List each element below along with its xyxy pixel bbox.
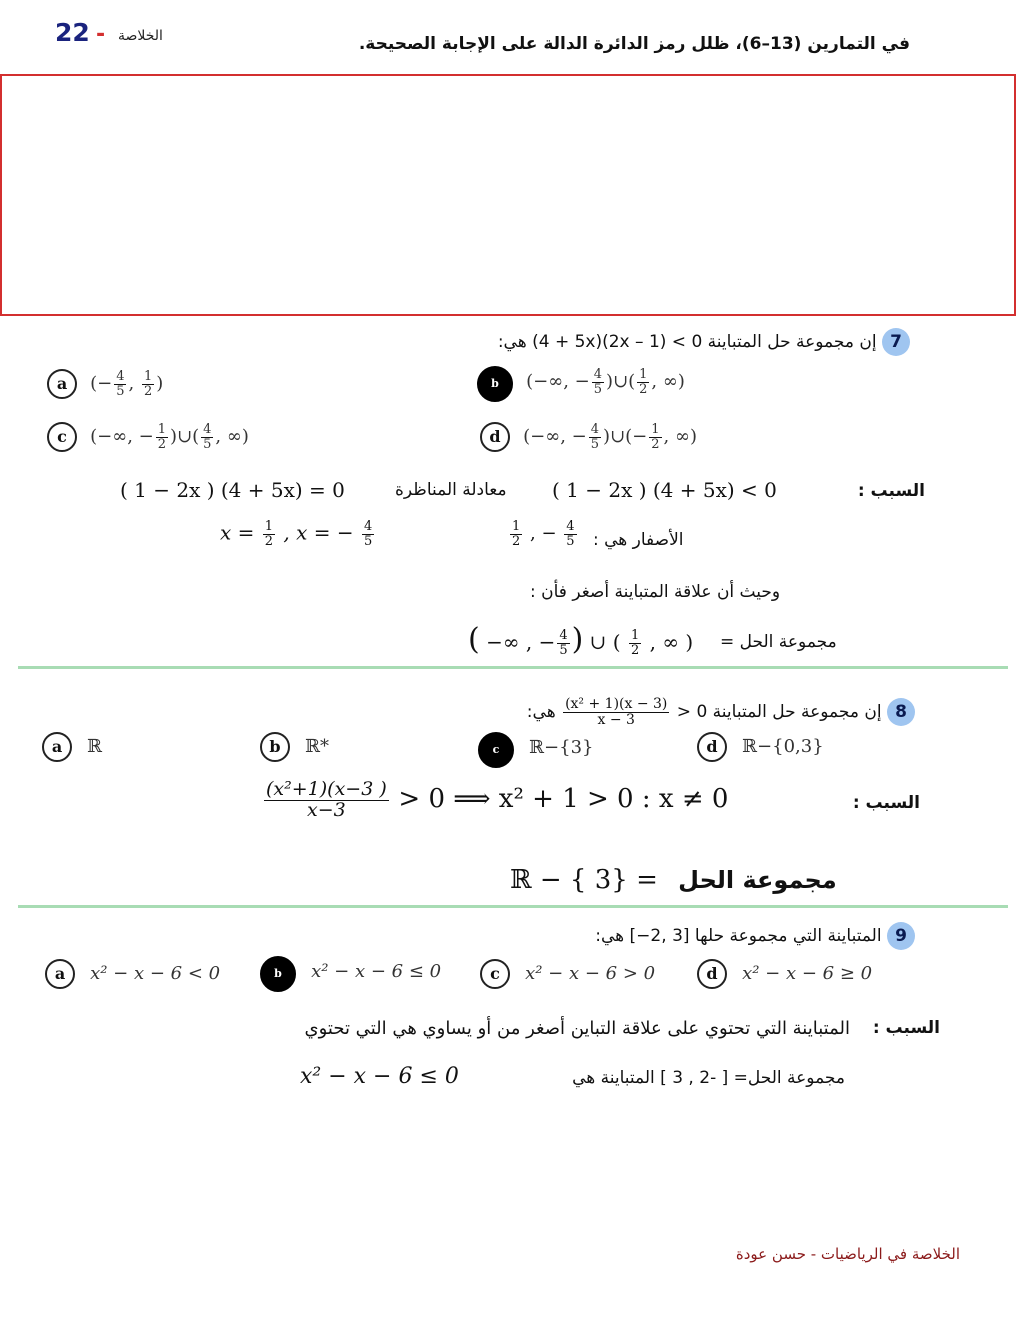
q7-option-b[interactable] bbox=[477, 366, 685, 402]
option-d-circle[interactable]: d bbox=[697, 959, 727, 989]
option-d-circle[interactable]: d bbox=[480, 422, 510, 452]
q7-related-equation: ( 1 − 2x ) (4 + 5x) = 0 bbox=[120, 478, 345, 502]
q7-option-c[interactable] bbox=[47, 422, 249, 452]
q9-prompt: المتباينة التي مجموعة حلها [3 ,2−] هي: bbox=[595, 926, 882, 946]
q7-x-values: x = $\frac{1}{2}$ , x = − $\frac{4}{5}$ bbox=[220, 519, 373, 549]
q9-solution-line: مجموعة الحل= [ -2 , 3 ] المتباينة هي bbox=[572, 1068, 845, 1088]
q8-reason-math: $\frac{\text{(x²+1)(x−3 )}}{x-3}$ > 0 ⟹ x² + 1 > 0 : x ≠ 0 bbox=[266, 778, 729, 821]
q8-option-b-text: ℝ* bbox=[305, 736, 330, 757]
q8-option-d-text: ℝ−{0,3} bbox=[742, 736, 824, 757]
q9-prompt-row bbox=[595, 922, 915, 950]
q8-solution: ℝ − { 3} = bbox=[510, 865, 658, 895]
option-a-circle[interactable]: a bbox=[47, 369, 77, 399]
q8-option-a-text: ℝ bbox=[87, 736, 103, 757]
option-d-circle[interactable]: d bbox=[697, 732, 727, 762]
option-b-circle-filled[interactable]: b bbox=[477, 366, 513, 402]
q7-option-b-text: (−∞, − $\frac{4}{5}$ )∪( $\frac{1}{2}$ , ∞) bbox=[526, 366, 685, 397]
q7-zeros-values: $\frac{1}{2}$ , − $\frac{4}{5}$ bbox=[512, 519, 575, 549]
option-b-circle-filled[interactable]: b bbox=[260, 956, 296, 992]
header-title: الخلاصة bbox=[118, 28, 163, 44]
option-c-circle[interactable]: c bbox=[480, 959, 510, 989]
q7-number: 7 bbox=[882, 328, 910, 356]
divider bbox=[18, 666, 1008, 669]
q9-number: 9 bbox=[887, 922, 915, 950]
q7-related-label: معادلة المناظرة bbox=[395, 480, 507, 500]
header-dash: - bbox=[96, 22, 106, 47]
q7-inequality: ( 1 − 2x ) (4 + 5x) < 0 bbox=[552, 478, 777, 502]
q9-option-b[interactable] bbox=[260, 956, 441, 992]
q8-prompt-text: إن مجموعة حل المتباينة 0 < $\frac{\text{(x² + 1)(x − 3)}}{x - 3}$ هي: bbox=[526, 696, 882, 728]
q9-option-d-text: x² − x − 6 ≥ 0 bbox=[742, 963, 873, 984]
q9-option-b-text: x² − x − 6 ≤ 0 bbox=[311, 961, 442, 982]
q7-since-text: وحيث أن علاقة المتباينة أصغر فأن : bbox=[530, 582, 781, 602]
q8-solution-label: مجموعة الحل bbox=[678, 866, 837, 894]
option-b-circle[interactable]: b bbox=[260, 732, 290, 762]
q8-reason-label: السبب : bbox=[852, 793, 920, 813]
option-c-circle-filled[interactable]: c bbox=[478, 732, 514, 768]
q8-option-c[interactable] bbox=[478, 732, 594, 768]
q7-prompt: إن مجموعة حل المتباينة 0 > (1 – 2x)(4 + 5x) هي: bbox=[497, 332, 877, 352]
q9-option-c-text: x² − x − 6 > 0 bbox=[525, 963, 656, 984]
option-a-circle[interactable]: a bbox=[42, 732, 72, 762]
highlight-box bbox=[0, 74, 1016, 316]
option-c-circle[interactable]: c bbox=[47, 422, 77, 452]
q8-solution-row bbox=[510, 865, 837, 895]
q7-option-d-text: (−∞, − $\frac{4}{5}$ )∪(− $\frac{1}{2}$ , ∞) bbox=[523, 421, 697, 452]
q7-option-a-text: (− $\frac{4}{5}$ , $\frac{1}{2}$ ) bbox=[90, 368, 164, 399]
q8-option-a[interactable] bbox=[42, 732, 102, 762]
option-a-circle[interactable]: a bbox=[45, 959, 75, 989]
q9-option-d[interactable] bbox=[697, 959, 872, 989]
q7-option-c-text: (−∞, − $\frac{1}{2}$ )∪( $\frac{4}{5}$ , ∞) bbox=[90, 421, 249, 452]
footer: الخلاصة في الرياضيات - حسن عودة bbox=[735, 1245, 960, 1263]
q8-reason-rest: > 0 ⟹ x² + 1 > 0 : x ≠ 0 bbox=[398, 783, 729, 814]
q7-zeros-label: الأصفار هي : bbox=[593, 530, 684, 550]
q8-option-b[interactable] bbox=[260, 732, 329, 762]
q7-solution-label: مجموعة الحل = bbox=[720, 632, 837, 652]
q7-reason-label: السبب : bbox=[857, 481, 925, 501]
q7-solution: ( −∞ , − $\frac{4}{5}$ ) ∪ ( $\frac{1}{2}$ , ∞ ) bbox=[468, 622, 694, 658]
q9-option-c[interactable] bbox=[480, 959, 655, 989]
page-number: 22 bbox=[55, 18, 90, 47]
q7-option-d[interactable] bbox=[480, 422, 697, 452]
q7-prompt-row bbox=[498, 328, 910, 356]
q9-option-a[interactable] bbox=[45, 959, 220, 989]
q9-solution-math: x² − x − 6 ≤ 0 bbox=[300, 1064, 459, 1089]
q8-prompt-row bbox=[527, 697, 915, 727]
q8-number: 8 bbox=[887, 698, 915, 726]
q9-option-a-text: x² − x − 6 < 0 bbox=[90, 963, 221, 984]
q8-option-c-text: ℝ−{3} bbox=[529, 737, 594, 758]
instruction: في التمارين (13–6)، ظلل رمز الدائرة الدالة على الإجابة الصحيحة. bbox=[358, 34, 910, 54]
q9-reason-label: السبب : bbox=[872, 1018, 940, 1038]
q8-option-d[interactable] bbox=[697, 732, 824, 762]
q9-reason-text: المتباينة التي تحتوي على علاقة التباين أصغر من أو يساوي هي التي تحتوي bbox=[304, 1018, 850, 1039]
q7-option-a[interactable] bbox=[47, 369, 163, 399]
divider bbox=[18, 905, 1008, 908]
